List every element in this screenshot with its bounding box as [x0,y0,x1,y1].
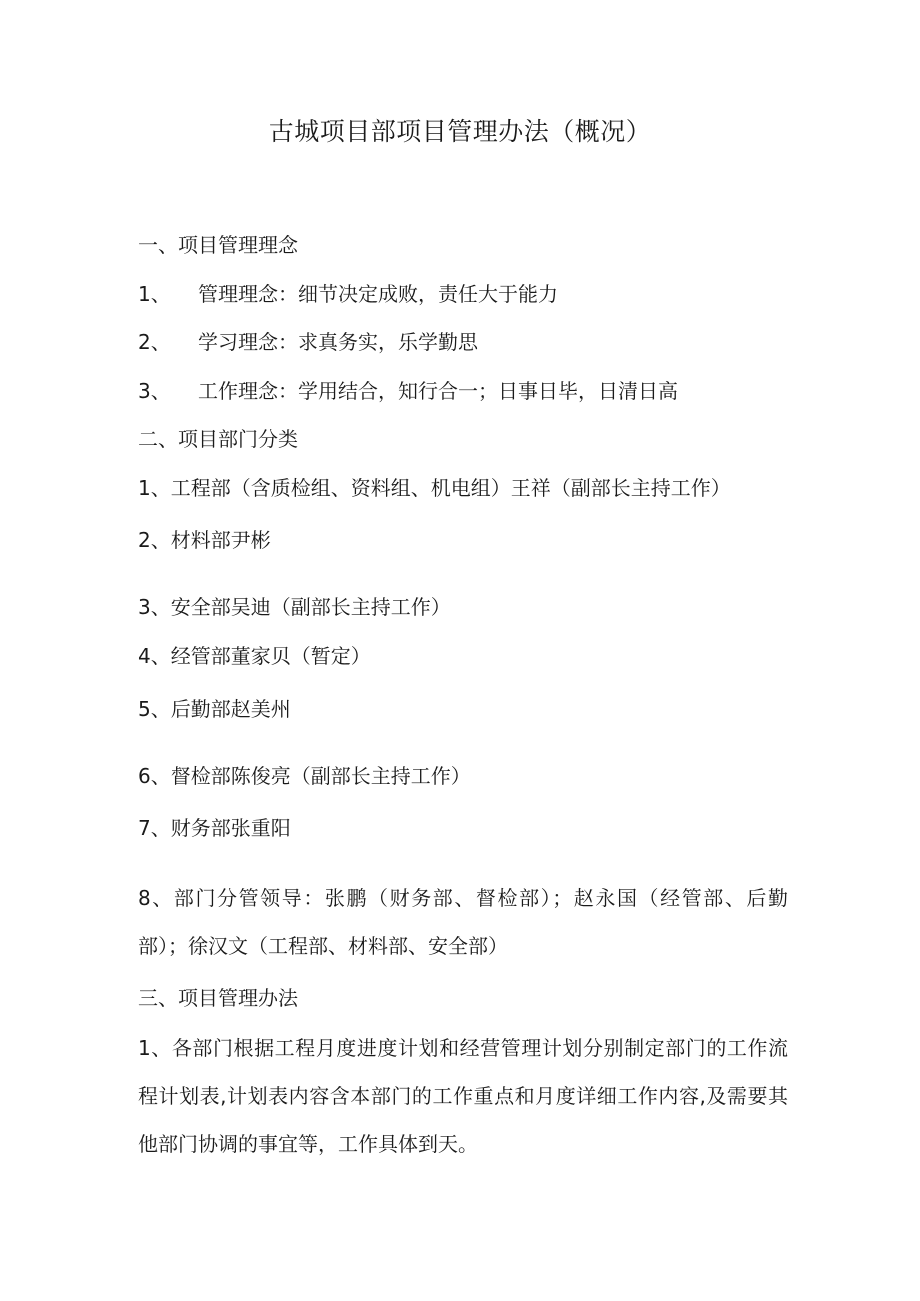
section-heading-departments: 二、项目部门分类 [138,427,298,451]
list-item [138,327,478,357]
list-item: 3、安全部吴迪（副部长主持工作） [138,595,451,619]
item-text: 学习理念：求真务实，乐学勤思 [198,330,478,354]
list-item: 5、后勤部赵美州 [138,697,291,721]
list-item: 6、督检部陈俊亮（副部长主持工作） [138,764,471,788]
list-item: 7、财务部张重阳 [138,816,291,840]
list-item [138,279,558,309]
list-item [138,376,678,406]
item-text: 工作理念：学用结合，知行合一；日事日毕，日清日高 [198,379,678,403]
list-item: 4、经管部董家贝（暂定） [138,644,371,668]
list-item: 2、材料部尹彬 [138,528,271,552]
document-title: 古城项目部项目管理办法（概况） [268,117,652,146]
item-number: 3、 [138,379,171,403]
section-heading-methods: 三、项目管理办法 [138,986,298,1010]
list-item: 8、部门分管领导：张鹏（财务部、督检部）；赵永国（经管部、后勤部）；徐汉文（工程部、材料部、安全部） [138,886,788,958]
item-number: 1、 [138,282,171,306]
section-heading-concepts: 一、项目管理理念 [138,233,298,257]
list-item: 1、各部门根据工程月度进度计划和经营管理计划分别制定部门的工作流程计划表,计划表内容含本部门的工作重点和月度详细工作内容,及需要其他部门协调的事宜等，工作具体到天。 [138,1036,788,1156]
list-item: 1、工程部（含质检组、资料组、机电组）王祥（副部长主持工作） [138,476,731,500]
item-number: 2、 [138,330,171,354]
item-text: 管理理念：细节决定成败，责任大于能力 [198,282,558,306]
